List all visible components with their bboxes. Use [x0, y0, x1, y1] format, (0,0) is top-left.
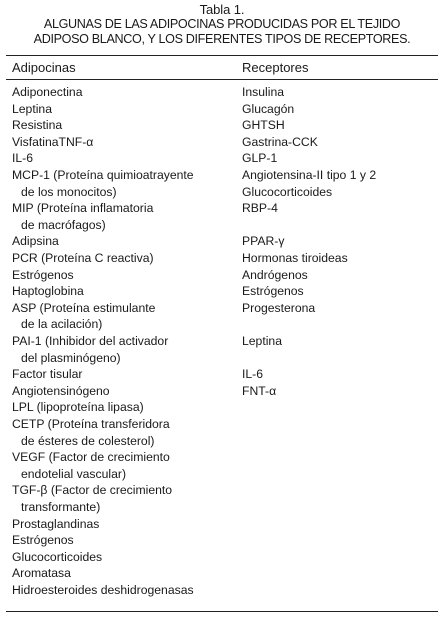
table-row	[6, 101, 438, 118]
receptor-cell: GHTSH	[242, 118, 285, 133]
adipocina-cell: Adipsina	[12, 234, 59, 249]
adipocina-cell: VisfatinaTNF-α	[12, 134, 94, 149]
table-row	[6, 200, 438, 217]
table-row	[6, 383, 438, 400]
adipocina-cell: Estrógenos	[12, 533, 74, 548]
table-row	[6, 117, 438, 134]
adipocina-cell: de la acilación)	[21, 317, 103, 332]
table-row	[6, 399, 438, 416]
table-row	[6, 449, 438, 466]
receptor-cell: IL-6	[242, 367, 264, 382]
table-row	[6, 333, 438, 350]
table-row	[6, 217, 438, 234]
table-row	[6, 433, 438, 450]
adipocina-cell: Haptoglobina	[12, 284, 84, 299]
adipocina-cell: Resistina	[12, 118, 63, 133]
table-row	[6, 565, 438, 582]
receptor-cell: Hormonas tiroideas	[242, 251, 348, 265]
table-row	[6, 350, 438, 367]
adipocina-cell: Estrógenos	[12, 267, 74, 282]
adipocina-cell: PAI-1 (Inhibidor del activador	[12, 334, 169, 348]
table-row	[6, 582, 438, 599]
adipocina-cell: TGF-β (Factor de crecimiento	[12, 483, 173, 498]
adipocina-cell: de macrófagos)	[21, 217, 106, 232]
receptor-cell: GLP-1	[242, 151, 278, 166]
adipocinas-table	[6, 55, 438, 612]
table-row	[6, 267, 438, 284]
receptor-cell: RBP-4	[242, 201, 278, 216]
receptor-cell: FNT-α	[242, 383, 277, 398]
table-row	[6, 134, 438, 151]
adipocina-cell: del plasminógeno)	[21, 350, 121, 365]
adipocina-cell: CETP (Proteína transferidora	[12, 417, 170, 431]
receptor-cell: Angiotensina-II tipo 1 y 2	[242, 168, 377, 182]
table-row	[6, 466, 438, 483]
adipocina-cell: Angiotensinógeno	[12, 383, 110, 398]
receptor-cell: Gastrina-CCK	[242, 134, 318, 149]
table-row	[6, 516, 438, 533]
table-title-line-2: ADIPOSO BLANCO, Y LOS DIFERENTES TIPOS DE RECEPTORES.	[33, 32, 411, 46]
table-row	[6, 233, 438, 250]
table-row	[6, 300, 438, 317]
table-row	[6, 167, 438, 184]
adipocina-cell: PCR (Proteína C reactiva)	[12, 251, 154, 265]
table-title-line-1: ALGUNAS DE LAS ADIPOCINAS PRODUCIDAS POR EL TEJIDO	[43, 17, 401, 31]
receptor-cell: PPAR-γ	[242, 234, 285, 249]
table-row	[6, 482, 438, 499]
table-row	[6, 366, 438, 383]
header-receptores: Receptores	[242, 60, 309, 75]
adipocina-cell: transformante)	[21, 500, 101, 514]
adipocina-cell: Aromatasa	[12, 566, 71, 581]
adipocina-cell: Factor tisular	[12, 367, 83, 382]
table-row	[6, 316, 438, 333]
table-row	[6, 532, 438, 549]
adipocina-cell: Leptina	[12, 101, 52, 116]
adipocina-cell: VEGF (Factor de crecimiento	[12, 450, 170, 465]
adipocina-cell: Hidroesteroides deshidrogenasas	[12, 583, 194, 597]
adipocina-cell: IL-6	[12, 151, 34, 166]
adipocina-cell: LPL (lipoproteína lipasa)	[12, 400, 144, 415]
table-row	[6, 150, 438, 167]
receptor-cell: Glucagón	[242, 101, 295, 116]
adipocina-cell: MIP (Proteína inflamatoria	[12, 201, 154, 216]
header-adipocinas: Adipocinas	[12, 60, 76, 75]
receptor-cell: Andrógenos	[242, 267, 308, 282]
receptor-cell: Leptina	[242, 334, 282, 348]
receptor-cell: Glucocorticoides	[242, 184, 333, 199]
adipocina-cell: Adiponectina	[12, 85, 83, 99]
table-number: Tabla 1.	[199, 2, 245, 17]
table-row	[6, 84, 438, 101]
table-row	[6, 250, 438, 267]
table-row	[6, 416, 438, 433]
table-row	[6, 184, 438, 201]
receptor-cell: Insulina	[242, 85, 285, 99]
table-row	[6, 283, 438, 300]
adipocina-cell: endotelial vascular)	[21, 466, 127, 481]
adipocina-cell: de los monocitos)	[21, 184, 117, 199]
adipocina-cell: Prostaglandinas	[12, 516, 100, 531]
table-row	[6, 499, 438, 516]
adipocina-cell: ASP (Proteína estimulante	[12, 300, 156, 315]
table-header	[6, 56, 438, 80]
receptor-cell: Estrógenos	[242, 284, 304, 299]
table-caption	[0, 0, 444, 47]
adipocina-cell: Glucocorticoides	[12, 549, 103, 564]
adipocina-cell: MCP-1 (Proteína quimioatrayente	[12, 168, 194, 182]
table-row	[6, 549, 438, 566]
receptor-cell: Progesterona	[242, 300, 316, 315]
adipocina-cell: de ésteres de colesterol)	[21, 433, 155, 448]
